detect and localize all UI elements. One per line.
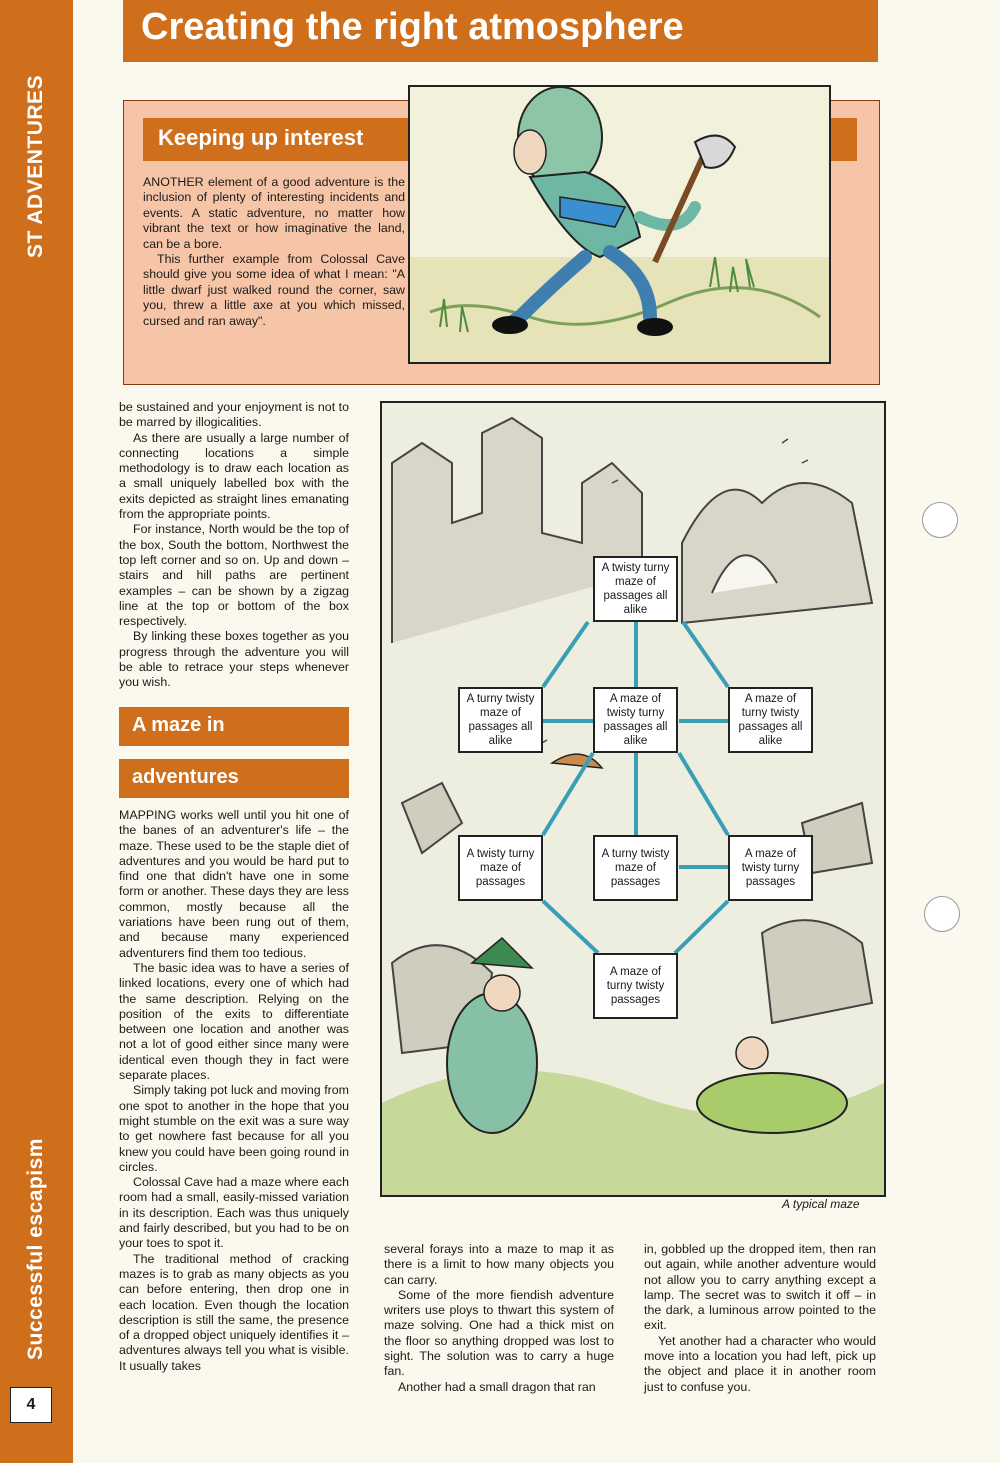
paragraph: As there are usually a large number of connecting locations a simple methodology is to draw each location as a small uniquely labelled box with the exits depicted as straight lines emanating from the appropriate points. [119, 430, 349, 522]
maze-illustration [380, 401, 886, 1197]
column-2 [384, 1242, 614, 1395]
maze-room: A twisty turny maze of passages [458, 835, 543, 901]
box-heading: Keeping up interest [158, 125, 364, 150]
paragraph: The basic idea was to have a series of linked locations, every one of which had the same description. Relying on the position of the exits to differentiate between one location and another was not a lot of good either since many were identical even though they in fact were separate places. [119, 960, 349, 1083]
binder-hole [922, 502, 958, 538]
maze-room: A maze of twisty turny passages [728, 835, 813, 901]
paragraph: Some of the more fiendish adventure writers use ploys to thwart this system of maze solving. One had a thick mist on the floor so anything dropped was lost to sight. The solution was to carry a huge fan. [384, 1287, 614, 1379]
paragraph: For instance, North would be the top of the box, South the bottom, Northwest the top left corner and so on. Up and down – stairs and hill paths are pertinent examples – can be shown by a zigzag line at the top or bottom of the box respectively. [119, 522, 349, 629]
title-bar [123, 0, 878, 62]
section-heading: adventures [132, 766, 239, 788]
maze-room: A maze of turny twisty passages [593, 953, 678, 1019]
box-paragraph: This further example from Colossal Cave should give you some idea of what I mean: "A little dwarf just walked round the corner, saw you, threw a little axe at you which missed, cursed and ran away". [143, 252, 405, 328]
section-heading: A maze in [132, 714, 225, 736]
figure-caption: A typical maze [782, 1197, 860, 1211]
paragraph: in, gobbled up the dropped item, then ran out again, while another adventure would not allow you to carry anything except a lamp. The secret was to switch it off – in the dark, a luminous arrow pointed to the exit. [644, 1242, 876, 1333]
paragraph: By linking these boxes together as you progress through the adventure you will be able to retrace your steps whenever you wish. [119, 629, 349, 690]
column-1-continued [119, 808, 349, 1374]
section-heading-bar [119, 707, 349, 746]
paragraph: Colossal Cave had a maze where each room had a small, easily-missed variation in its description. Each was thus uniquely and fairly described, but you had to be on your toes to spot it. [119, 1175, 349, 1251]
section-label: ST ADVENTURES [24, 74, 47, 258]
column-3 [644, 1242, 876, 1395]
section-heading-bar [119, 759, 349, 798]
paragraph: Another had a small dragon that ran [398, 1379, 596, 1394]
paragraph: Simply taking pot luck and moving from one spot to another in the hope that you might stumble on the exit was a sure way to get nowhere fast because for all you knew you could have been going round in circles. [119, 1083, 349, 1174]
paragraph: be sustained and your enjoyment is not to be marred by illogicalities. [119, 400, 349, 430]
maze-room: A maze of turny twisty passages all alike [728, 687, 813, 753]
subsection-label: Successful escapism [24, 1138, 47, 1360]
binder-hole [924, 896, 960, 932]
maze-room: A turny twisty maze of passages [593, 835, 678, 901]
paragraph: several forays into a maze to map it as there is a limit to how many objects you can carry. [384, 1242, 614, 1287]
page-title: Creating the right atmosphere [141, 6, 684, 48]
sidebar [0, 0, 73, 1463]
dwarf-illustration [408, 85, 831, 364]
paragraph: MAPPING works well until you hit one of the banes of an adventurer's life – the maze. These used to be the staple diet of adventures and you would be hard put to find one that didn't have one in some form or another. These days they are less common, mostly because all the variations have been rung out of them, and because many experienced adventurers find them too tedious. [119, 808, 349, 960]
maze-room: A turny twisty maze of passages all alike [458, 687, 543, 753]
page-number: 4 [10, 1387, 52, 1423]
paragraph: The traditional method of cracking mazes is to grab as many objects as you can before entering, then drop one in each location. Even though the location description is still the same, the presence of a dropped object uniquely identifies it – adventures always tell you what is visible. It usually takes [119, 1251, 349, 1373]
paragraph: Yet another had a character who would move into a location you had left, pick up the object and place it in another room just to confuse you. [644, 1333, 876, 1394]
column-1 [119, 400, 349, 691]
box-paragraph: ANOTHER element of a good adventure is the inclusion of plenty of interesting incidents and events. A static adventure, no matter how vibrant the text or how imaginative the land, can be a bore. [143, 175, 405, 251]
box-text [143, 175, 405, 329]
maze-room: A twisty turny maze of passages all alike [593, 556, 678, 622]
maze-room: A maze of twisty turny passages all alike [593, 687, 678, 753]
